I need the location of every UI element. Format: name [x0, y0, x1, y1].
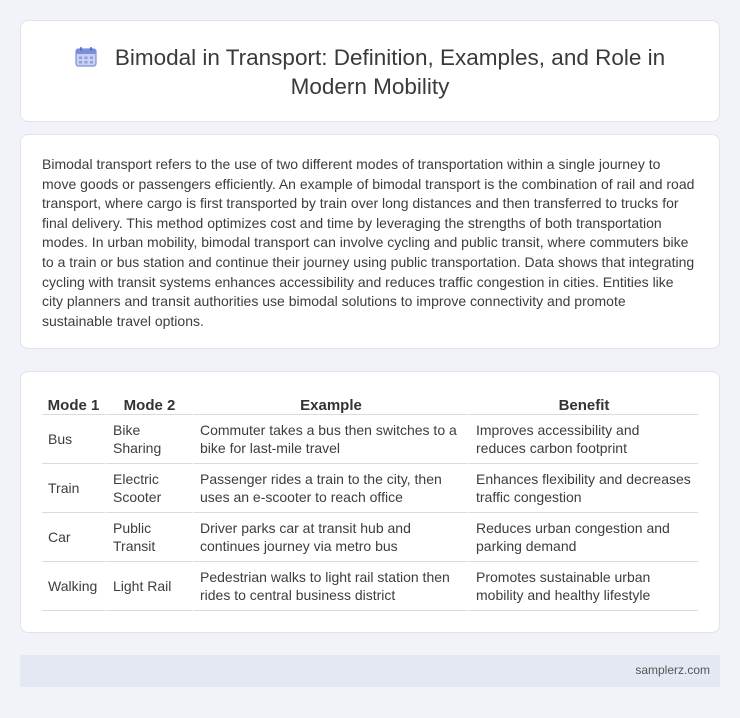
page-title: Bimodal in Transport: Definition, Examples, and Role in Modern Mobility — [114, 45, 666, 99]
cell-example: Commuter takes a bus then switches to a bike for last-mile travel — [192, 415, 468, 464]
title-card — [20, 20, 720, 122]
header-mode-1: Mode 1 — [42, 392, 105, 415]
cell-benefit: Promotes sustainable urban mobility and healthy lifestyle — [468, 562, 698, 611]
table-row — [42, 415, 698, 464]
table-row — [42, 464, 698, 513]
cell-mode-1: Walking — [42, 562, 105, 611]
page-title-wrap — [21, 43, 719, 101]
cell-example: Pedestrian walks to light rail station then rides to central business district — [192, 562, 468, 611]
table-row — [42, 562, 698, 611]
table-row — [42, 513, 698, 562]
footer-bar — [20, 655, 720, 687]
header-mode-2: Mode 2 — [105, 392, 192, 415]
cell-mode-2: Bike Sharing — [105, 415, 192, 464]
cell-mode-2: Electric Scooter — [105, 464, 192, 513]
intro-paragraph: Bimodal transport refers to the use of two different modes of transportation within a single journey to move goods or passengers efficiently. An example of bimodal transport is the combination of rail and road transport, where cargo is first transported by train over long distances and then transferred to trucks for final delivery. This method optimizes cost and time by leveraging the strengths of both transportation modes. In urban mobility, bimodal transport can involve cycling and public transit, where commuters bike to a train or bus station and continue their journey using public transportation. Data shows that integrating cycling with transit systems enhances accessibility and reduces traffic congestion in cities. Entities like city planners and transit authorities use bimodal solutions to improve connectivity and promote sustainable travel options. — [42, 156, 695, 329]
cell-mode-2: Public Transit — [105, 513, 192, 562]
cell-mode-1: Car — [42, 513, 105, 562]
cell-benefit: Reduces urban congestion and parking demand — [468, 513, 698, 562]
header-example: Example — [192, 392, 468, 415]
table-card — [20, 371, 720, 633]
cell-benefit: Improves accessibility and reduces carbon footprint — [468, 415, 698, 464]
footer-site-link[interactable]: samplerz.com — [635, 663, 710, 677]
header-benefit: Benefit — [468, 392, 698, 415]
cell-mode-1: Train — [42, 464, 105, 513]
table-header-row — [42, 392, 698, 415]
modes-table — [42, 392, 698, 611]
cell-mode-2: Light Rail — [105, 562, 192, 611]
cell-mode-1: Bus — [42, 415, 105, 464]
cell-example: Passenger rides a train to the city, then uses an e-scooter to reach office — [192, 464, 468, 513]
cell-example: Driver parks car at transit hub and continues journey via metro bus — [192, 513, 468, 562]
calendar-icon — [75, 47, 97, 67]
intro-card — [20, 134, 720, 349]
cell-benefit: Enhances flexibility and decreases traffic congestion — [468, 464, 698, 513]
